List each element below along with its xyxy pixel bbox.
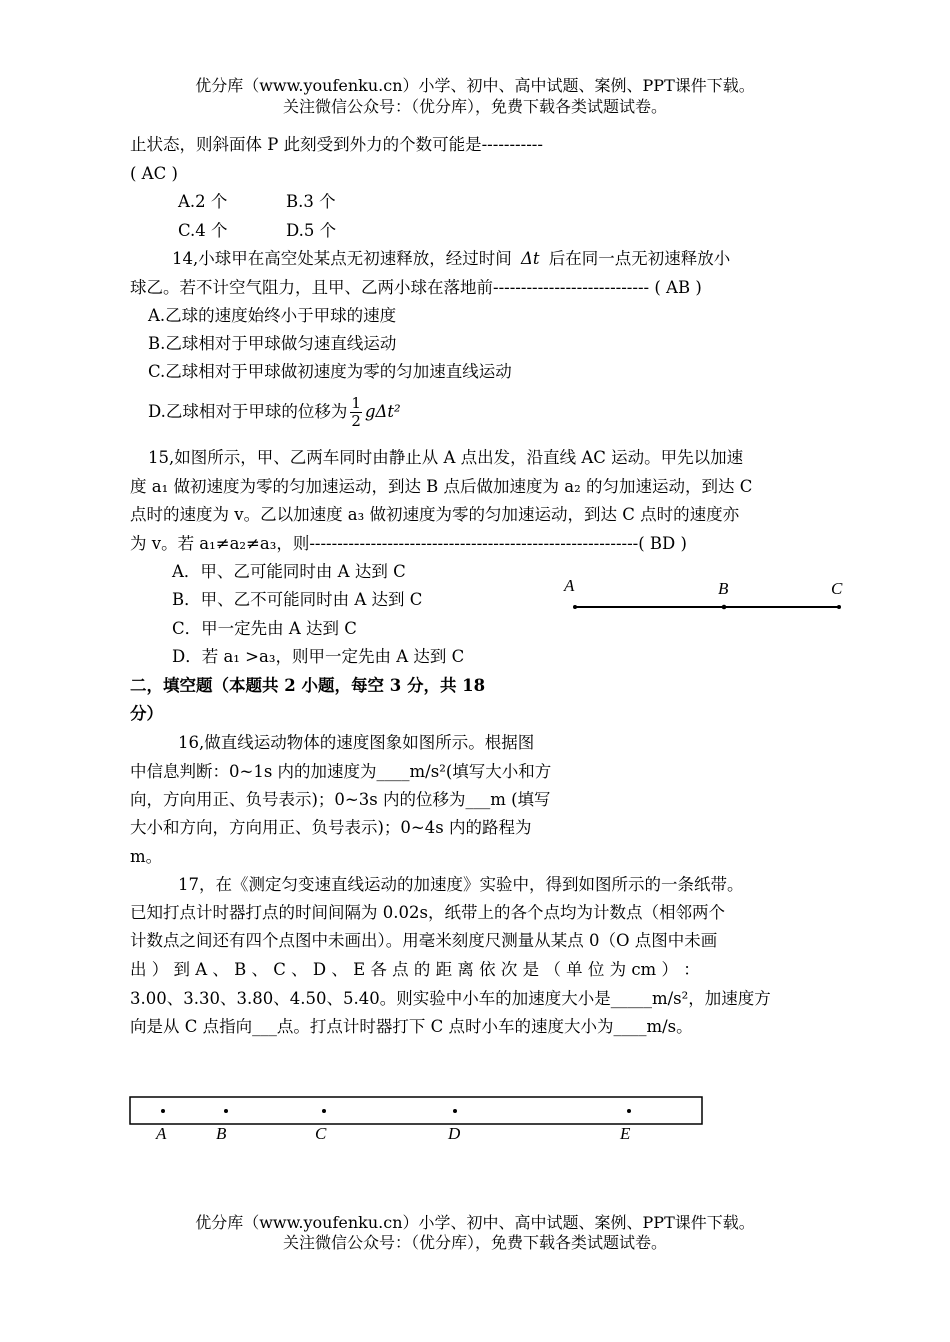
label-b: B — [718, 579, 729, 598]
q14-delta-t: Δt — [521, 249, 540, 268]
tape-label-d: D — [448, 1124, 461, 1143]
q13-option-a: A.2 个 — [178, 192, 228, 211]
q13-option-d: D.5 个 — [286, 221, 337, 240]
q14-option-d — [148, 392, 401, 432]
q14-option-c: C.乙球相对于甲球做初速度为零的匀加速直线运动 — [148, 362, 512, 381]
q16-line-5: m。 — [130, 847, 163, 866]
q14-option-b: B.乙球相对于甲球做匀速直线运动 — [148, 334, 397, 353]
tape-dot-d — [453, 1109, 457, 1113]
q15-option-c: C．甲一定先由 A 达到 C — [172, 619, 357, 638]
q14-option-d-text: D.乙球相对于甲球的位移为 — [148, 402, 348, 421]
q15-option-a: A．甲、乙可能同时由 A 达到 C — [172, 562, 406, 581]
q15-line-1: 15,如图所示，甲、乙两车同时由静止从 A 点出发，沿直线 AC 运动。甲先以加速 — [148, 448, 744, 467]
q15-option-d: D．若 a₁ >a₃，则甲一定先由 A 达到 C — [172, 647, 465, 666]
tape-dot-b — [224, 1109, 228, 1113]
fraction-one-half — [350, 395, 362, 430]
point-c-dot — [837, 605, 841, 609]
q15-line-4: 为 v。若 a₁≠a₂≠a₃，则-----------------------------------------------------------( BD ) — [130, 534, 687, 553]
header-line-1: 优分库（www.youfenku.cn）小学、初中、高中试题、案例、PPT课件下载。 — [195, 76, 755, 95]
tape-dot-a — [161, 1109, 165, 1113]
q15-line-3: 点时的速度为 v。乙以加速度 a₃ 做初速度为零的匀加速运动，到达 C 点时的速度亦 — [130, 505, 740, 524]
section-2-title-line-1: 二，填空题（本题共 2 小题，每空 3 分，共 18 — [130, 676, 486, 695]
q14-line-1a: 14,小球甲在高空处某点无初速释放，经过时间 — [172, 249, 512, 268]
label-c: C — [831, 579, 843, 598]
q13-answer: ( AC ) — [130, 164, 178, 183]
q17-line-6: 向是从 C 点指向___点。打点计时器打下 C 点时小车的速度大小为____m/s。 — [130, 1017, 693, 1036]
q15-line-2: 度 a₁ 做初速度为零的匀加速运动，到达 B 点后做加速度为 a₂ 的匀加速运动，到达 C — [130, 477, 753, 496]
fraction-denominator: 2 — [351, 412, 361, 430]
q17-line-5: 3.00、3.30、3.80、4.50、5.40。则实验中小车的加速度大小是_____m/s²，加速度方 — [130, 989, 771, 1008]
paper-tape-diagram — [125, 1092, 710, 1150]
q14-option-d-tail: gΔt² — [364, 402, 401, 421]
q13-option-c: C.4 个 — [178, 221, 228, 240]
q15-line-diagram — [555, 570, 855, 620]
paper-tape — [130, 1097, 702, 1124]
tape-dot-c — [322, 1109, 326, 1113]
q15-option-b: B．甲、乙不可能同时由 A 达到 C — [172, 590, 423, 609]
tape-dot-e — [627, 1109, 631, 1113]
tape-label-a: A — [156, 1124, 167, 1143]
q13-continuation: 止状态，则斜面体 P 此刻受到外力的个数可能是----------- — [130, 135, 543, 154]
footer-line-2: 关注微信公众号：（优分库），免费下载各类试题试卷。 — [282, 1233, 667, 1252]
q17-line-2: 已知打点计时器打点的时间间隔为 0.02s，纸带上的各个点均为计数点（相邻两个 — [130, 903, 725, 922]
tape-label-c: C — [315, 1124, 327, 1143]
q16-line-3: 向，方向用正、负号表示)；0~3s 内的位移为___m (填写 — [130, 790, 551, 809]
q14-line-1b: 后在同一点无初速释放小 — [548, 249, 731, 268]
q17-line-4: 出 ） 到 A 、 B 、 C 、 D 、 E 各 点 的 距 离 依 次 是 （ 单 位 为 cm ） ： — [130, 960, 700, 979]
point-b-dot — [722, 605, 727, 610]
q17-line-1: 17，在《测定匀变速直线运动的加速度》实验中，得到如图所示的一条纸带。 — [178, 875, 744, 894]
q14-option-a: A.乙球的速度始终小于甲球的速度 — [148, 306, 397, 325]
q16-line-1: 16,做直线运动物体的速度图象如图所示。根据图 — [178, 733, 535, 752]
q14-line-2: 球乙。若不计空气阻力，且甲、乙两小球在落地前---------------------------- ( AB ) — [130, 278, 702, 297]
q16-line-2: 中信息判断：0~1s 内的加速度为____m/s²(填写大小和方 — [130, 762, 552, 781]
q17-line-3: 计数点之间还有四个点图中未画出）。用毫米刻度尺测量从某点 0（O 点图中未画 — [130, 931, 718, 950]
q13-option-b: B.3 个 — [286, 192, 336, 211]
header-line-2: 关注微信公众号：（优分库），免费下载各类试题试卷。 — [282, 97, 667, 116]
q14-line-1 — [172, 248, 730, 270]
footer-line-1: 优分库（www.youfenku.cn）小学、初中、高中试题、案例、PPT课件下载。 — [195, 1213, 755, 1232]
q16-line-4: 大小和方向，方向用正、负号表示)；0~4s 内的路程为 — [130, 818, 532, 837]
label-a: A — [564, 576, 575, 595]
tape-label-b: B — [216, 1124, 227, 1143]
point-a-dot — [573, 605, 577, 609]
fraction-numerator: 1 — [351, 394, 361, 412]
section-2-title-line-2: 分） — [130, 704, 163, 723]
tape-label-e: E — [620, 1124, 631, 1143]
